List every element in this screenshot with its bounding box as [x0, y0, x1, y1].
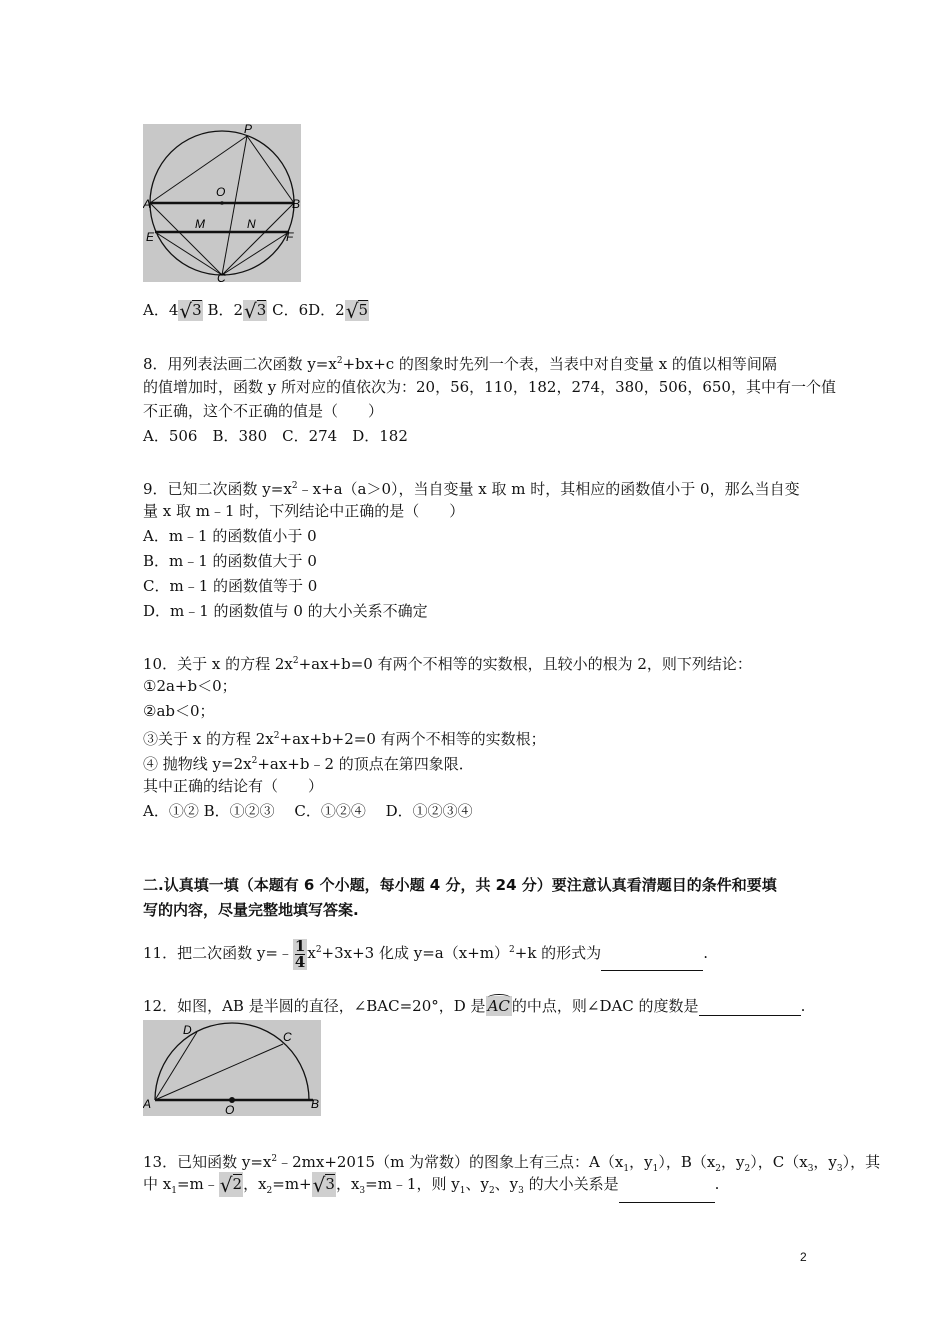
q9-option-a: A．m﹣1 的函数值小于 0 — [143, 527, 317, 545]
q10-item2: ②ab＜0； — [143, 702, 215, 720]
q9-option-d: D．m﹣1 的函数值与 0 的大小关系不确定 — [143, 602, 428, 620]
q12-label-O: O — [225, 1103, 235, 1116]
page-number: 2 — [800, 1250, 807, 1264]
sqrt-2: √2 — [219, 1173, 243, 1197]
q13-answer-blank[interactable] — [619, 1184, 715, 1203]
q7-label-N: N — [247, 217, 256, 231]
q12-answer-blank[interactable] — [699, 997, 801, 1016]
q7-label-E: E — [146, 230, 155, 244]
q7-label-C: C — [217, 271, 226, 282]
q10-item3: ③关于 x 的方程 $2x^2+ax+b+2=0$ 有两个不相等的实数根； — [143, 730, 546, 748]
sqrt-3: √3 — [312, 1173, 335, 1197]
q10-item1: ①2a+b＜0； — [143, 677, 237, 695]
q7-label-F: F — [286, 230, 294, 244]
fraction-one-quarter: $\frac{1}{4}$ — [294, 936, 306, 971]
sqrt-3: √3 — [179, 299, 202, 323]
arc-ac: AC — [487, 997, 510, 1015]
q11-answer-blank[interactable] — [601, 952, 703, 971]
q10-item4: ④ 抛物线 $y=2x^2+ax+b﹣2$ 的顶点在第四象限． — [143, 755, 474, 773]
q11-line: 11．把二次函数 y=﹣ $\frac{1}{4}$ $x^2+3x+3$ 化成 $y=a(x+m)^2+k$ 的形式为 . — [143, 936, 708, 971]
sqrt-5: √5 — [345, 299, 369, 323]
q7-options: A．4√3 B．2√3 C．6D．2√5 — [143, 299, 369, 323]
q13-line2: 中 $x_1=m﹣√2$，$x_2=m+√3$，$x_3=m﹣1$，则 $y_1$、$y_2$、$y_3$ 的大小关系是 . — [143, 1172, 719, 1203]
q7-label-A: A — [143, 197, 152, 211]
sqrt-3: √3 — [244, 299, 267, 323]
q12-label-C: C — [283, 1030, 292, 1044]
q12-label-D: D — [183, 1023, 192, 1037]
q7-label-M: M — [195, 217, 205, 231]
q12-figure — [143, 1020, 321, 1116]
q10-prompt: 其中正确的结论有（ ） — [143, 777, 324, 795]
q8-line2: 的值增加时，函数 y 所对应的值依次为：20，56，110，182，274，380，506，650，其中有一个值 — [143, 378, 836, 396]
q9-line1: 9．已知二次函数 $y=x^2﹣x+a(a>0)$，当自变量 x 取 m 时，其相应的函数值小于 0，那么当自变 — [143, 480, 800, 498]
section2-heading-line2: 写的内容，尽量完整地填写答案. — [143, 901, 359, 919]
q7-label-B: B — [292, 197, 301, 211]
q9-line2: 量 x 取 m﹣1 时，下列结论中正确的是（ ） — [143, 502, 465, 520]
q7-label-P: P — [244, 124, 253, 136]
q8-line1: 8．用列表法画二次函数 $y=x^2+bx+c$ 的图象时先列一个表，当表中对自变量 x 的值以相等间隔 — [143, 355, 777, 373]
section2-heading-line1: 二.认真填一填（本题有 6 个小题，每小题 4 分，共 24 分）要注意认真看清题目的条件和要填 — [143, 876, 777, 894]
q9-option-b: B．m﹣1 的函数值大于 0 — [143, 552, 317, 570]
q13-line1: 13．已知函数 $y=x^2﹣2mx+2015(m$ 为常数）的图象上有三点：$A(x_1$，$y_1$），$B(x_2$，$y_2$），$C(x_3$，$y_3$），其 — [143, 1153, 881, 1174]
q7-label-O: O — [216, 185, 226, 199]
q8-options: A．506 B．380 C．274 D．182 — [143, 427, 408, 445]
q12-line: 12．如图，AB 是半圆的直径，∠BAC=20°，D 是 AC 的中点，则∠DAC 的度数是 . — [143, 997, 806, 1015]
q12-label-A: A — [143, 1097, 152, 1111]
q10-line1: 10．关于 x 的方程 $2x^2+ax+b=0$ 有两个不相等的实数根，且较小的根为 2，则下列结论： — [143, 655, 752, 673]
q12-label-B: B — [311, 1097, 320, 1111]
q7-figure — [143, 124, 301, 282]
q10-options: A．①② B．①②③ C．①②④ D．①②③④ — [143, 802, 473, 820]
q9-option-c: C．m﹣1 的函数值等于 0 — [143, 577, 318, 595]
q8-line3: 不正确，这个不正确的值是（ ） — [143, 402, 384, 420]
